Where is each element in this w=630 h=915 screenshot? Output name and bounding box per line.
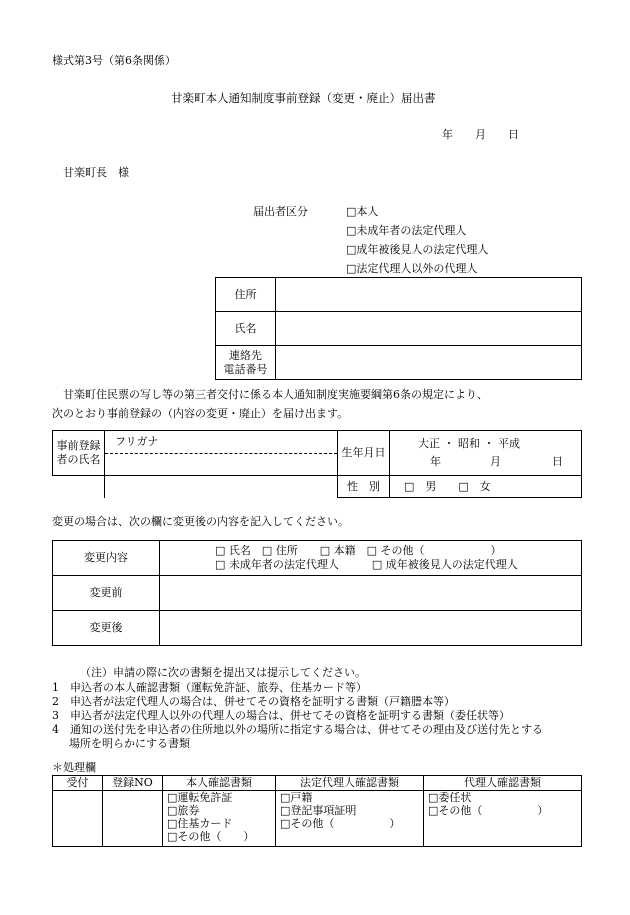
change-instruction: 変更の場合は、次の欄に変更後の内容を記入してください。 xyxy=(52,515,349,528)
processing-table xyxy=(52,775,582,847)
guardian-docs-list[interactable]: □戸籍 □登記事項証明 □その他（ ） xyxy=(276,790,424,846)
before-label: 変更前 xyxy=(53,576,160,611)
era-options: 大正 ・ 昭和 ・ 平成 xyxy=(418,437,520,451)
statement-line-2: 次のとおり事前登録の（内容の変更・廃止）を届け出ます。 xyxy=(52,407,349,420)
note-item-4: 4 通知の送付先を申込者の住所地以外の場所に指定する場合は、併せてその理由及び送付先とする xyxy=(52,723,543,736)
category-option-other-agent[interactable]: □法定代理人以外の代理人 xyxy=(346,262,478,275)
registrant-table xyxy=(52,430,582,498)
header-reception: 受付 xyxy=(53,776,103,791)
note-item-3: 3 申込者が法定代理人以外の代理人の場合は、併せてその資格を証明する書類（委任状等） xyxy=(52,709,510,722)
name-field[interactable] xyxy=(276,312,582,346)
name-label: 氏名 xyxy=(216,312,276,346)
before-field[interactable] xyxy=(160,576,582,611)
sex-label: 性 別 xyxy=(338,476,390,498)
category-option-minor-guardian[interactable]: □未成年者の法定代理人 xyxy=(346,224,467,237)
id-docs-list[interactable]: □運転免許証 □旅券 □住基カード □その他（ ） xyxy=(163,790,276,846)
date-label: 年 月 日 xyxy=(442,128,519,141)
header-reg-no: 登録NO xyxy=(103,776,163,791)
address-field[interactable] xyxy=(276,278,582,312)
dob-day: 日 xyxy=(552,454,563,468)
category-option-adult-guardian[interactable]: □成年被後見人の法定代理人 xyxy=(346,243,489,256)
contact-label: 連絡先 電話番号 xyxy=(216,346,276,380)
statement-line-1: 甘楽町住民票の写し等の第三者交付に係る本人通知制度実施要綱第6条の規定により、 xyxy=(63,388,488,401)
header-id-docs: 本人確認書類 xyxy=(163,776,276,791)
reg-no-field[interactable] xyxy=(103,790,163,846)
applicant-table xyxy=(215,277,582,380)
change-content-label: 変更内容 xyxy=(53,541,160,576)
dob-field[interactable] xyxy=(390,431,582,476)
change-table xyxy=(52,540,582,646)
registrant-name-label: 事前登録 者の氏名 xyxy=(53,431,105,476)
contact-field[interactable] xyxy=(276,346,582,380)
category-option-self[interactable]: □本人 xyxy=(346,205,379,218)
header-guardian-docs: 法定代理人確認書類 xyxy=(276,776,424,791)
header-agent-docs: 代理人確認書類 xyxy=(424,776,582,791)
addressee: 甘楽町長 様 xyxy=(63,166,129,179)
sex-options[interactable]: □ 男 □ 女 xyxy=(390,476,582,498)
note-item-1: 1 申込者の本人確認書類（運転免許証、旅券、住基カード等） xyxy=(52,681,367,694)
dob-label: 生年月日 xyxy=(338,431,390,476)
after-field[interactable] xyxy=(160,611,582,646)
change-content-options[interactable]: □ 氏名 □ 住所 □ 本籍 □ その他（ ） □ 未成年者の法定代理人 □ 成年被後見人の法定代理人 xyxy=(160,541,582,576)
note-item-4-cont: 場所を明らかにする書類 xyxy=(69,737,190,750)
dob-month: 月 xyxy=(490,454,501,468)
page-title: 甘楽町本人通知制度事前登録（変更・廃止）届出書 xyxy=(171,91,436,105)
agent-docs-list[interactable]: □委任状 □その他（ ） xyxy=(424,790,582,846)
note-item-2: 2 申込者が法定代理人の場合は、併せてその資格を証明する書類（戸籍謄本等） xyxy=(52,695,455,708)
reception-field[interactable] xyxy=(53,790,103,846)
registrant-name-field[interactable] xyxy=(105,454,338,476)
after-label: 変更後 xyxy=(53,611,160,646)
furigana-field[interactable] xyxy=(105,431,338,454)
applicant-category-label: 届出者区分 xyxy=(253,205,308,218)
dob-year: 年 xyxy=(430,454,441,468)
processing-heading: ＊処理欄 xyxy=(52,761,96,774)
address-label: 住所 xyxy=(216,278,276,312)
furigana-label: フリガナ xyxy=(115,435,159,449)
form-number: 様式第3号（第6条関係） xyxy=(52,54,176,67)
notes-heading: （注）申請の際に次の書類を提出又は提示してください。 xyxy=(80,666,366,679)
